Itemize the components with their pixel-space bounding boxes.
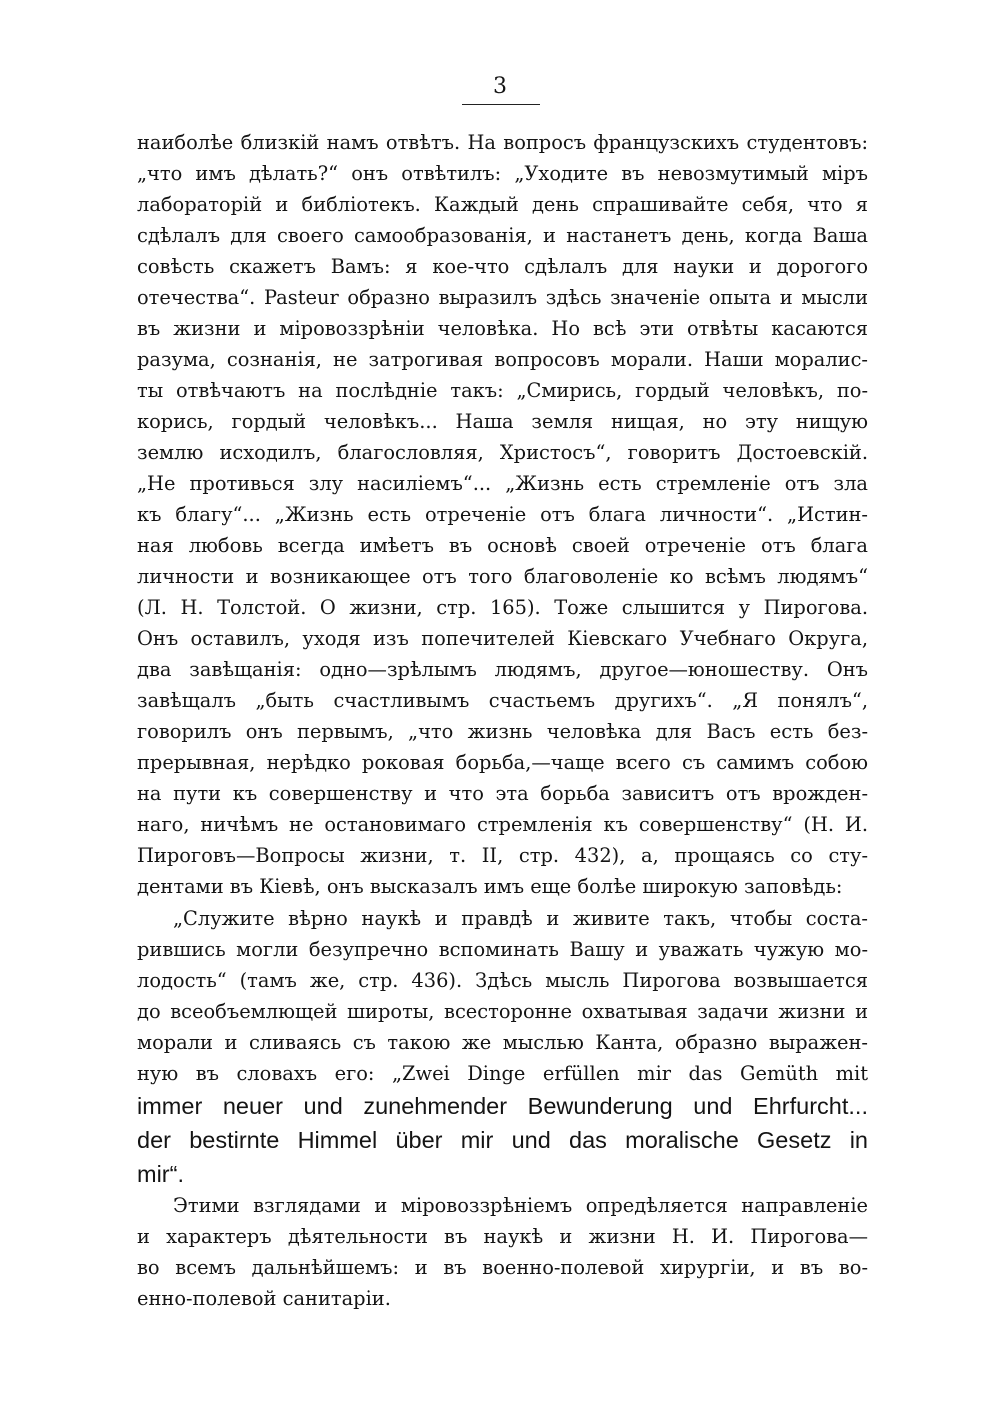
german-quote-line: mir“. — [137, 1161, 184, 1187]
paragraph-2 — [137, 903, 868, 1191]
text-line: енно-полевой санитаріи. — [137, 1287, 391, 1310]
text-line: сдѣлалъ для своего самообразованія, и настанетъ день, когда Ваша — [137, 224, 868, 247]
text-line: на пути къ совершенству и что эта борьба зависитъ отъ врожден- — [137, 782, 868, 805]
text-line: (Л. Н. Толстой. О жизни, стр. 165). Тоже слышится у Пирогова. — [137, 596, 868, 619]
paragraph-1 — [137, 127, 868, 902]
text-line: морали и сливаясь съ такою же мыслью Канта, образно выражен- — [137, 1031, 868, 1054]
text-line: во всемъ дальнѣйшемъ: и въ военно-полевой хирургіи, и въ во- — [137, 1256, 868, 1279]
text-line: Этими взглядами и міровоззрѣніемъ опредѣляется направленіе — [173, 1194, 868, 1217]
text-line: до всеобъемлющей широты, всесторонне охватывая задачи жизни и — [137, 1000, 868, 1023]
text-line: корись, гордый человѣкъ... Наша земля нищая, но эту нищую — [137, 410, 868, 433]
text-line: прерывная, нерѣдко роковая борьба,—чаще всего съ самимъ собою — [137, 751, 868, 774]
text-line: къ благу“... „Жизнь есть отреченіе отъ блага личности“. „Истин- — [137, 503, 868, 526]
page-number-rule — [462, 104, 540, 105]
text-line: землю исходилъ, благословляя, Христосъ“, говоритъ Достоевскій. — [137, 441, 868, 464]
text-line: ная любовь всегда имѣетъ въ основѣ своей отреченіе отъ блага — [137, 534, 868, 557]
page-number: 3 — [493, 74, 507, 99]
german-quote-line: der bestirnte Himmel über mir und das moralische Gesetz in — [137, 1127, 868, 1153]
text-line: „Служите вѣрно наукѣ и правдѣ и живите такъ, чтобы соста- — [173, 907, 868, 930]
text-line: совѣсть скажетъ Вамъ: я кое-что сдѣлалъ для науки и дорогого — [137, 255, 868, 278]
text-line: разума, сознанія, не затрогивая вопросовъ морали. Наши моралис- — [137, 348, 868, 371]
text-line: въ жизни и міровоззрѣніи человѣка. Но всѣ эти отвѣты касаются — [137, 317, 868, 340]
text-line: личности и возникающее отъ того благоволеніе ко всѣмъ людямъ“ — [137, 565, 868, 588]
text-line: наиболѣе близкій намъ отвѣтъ. На вопросъ французскихъ студентовъ: — [137, 131, 868, 154]
text-line: наго, ничѣмъ не остановимаго стремленія къ совершенству“ (Н. И. — [137, 813, 868, 836]
text-line: два завѣщанія: одно—зрѣлымъ людямъ, другое—юношеству. Онъ — [137, 658, 868, 681]
text-line: ты отвѣчаютъ на послѣдніе такъ: „Смирись, гордый человѣкъ, по- — [137, 379, 868, 402]
paragraph-3 — [137, 1190, 868, 1314]
text-line: „что имъ дѣлать?“ онъ отвѣтилъ: „Уходите въ невозмутимый міръ — [137, 162, 868, 185]
text-line: лодость“ (тамъ же, стр. 436). Здѣсь мысль Пирогова возвышается — [137, 969, 868, 992]
text-line: Онъ оставилъ, уходя изъ попечителей Кіевскаго Учебнаго Округа, — [137, 627, 868, 650]
text-line: дентами въ Кіевѣ, онъ высказалъ имъ еще болѣе широкую заповѣдь: — [137, 875, 843, 898]
text-line: говорилъ онъ первымъ, „что жизнь человѣка для Васъ есть без- — [137, 720, 868, 743]
text-line: лабораторій и библіотекъ. Каждый день спрашивайте себя, что я — [137, 193, 868, 216]
text-line: рившись могли безупречно вспоминать Вашу и уважать чужую мо- — [137, 938, 868, 961]
text-line: „Не противься злу насиліемъ“... „Жизнь есть стремленіе отъ зла — [137, 472, 868, 495]
text-line: Пироговъ—Вопросы жизни, т. II, стр. 432), а, прощаясь со сту- — [137, 844, 868, 867]
german-quote-line: immer neuer und zunehmender Bewunderung und Ehrfurcht... — [137, 1093, 868, 1119]
text-line: отечества“. Pasteur образно выразилъ здѣсь значеніе опыта и мысли — [137, 286, 868, 309]
text-line: и характеръ дѣятельности въ наукѣ и жизни Н. И. Пирогова— — [137, 1225, 868, 1248]
text-line: завѣщалъ „быть счастливымъ счастьемъ другихъ“. „Я понялъ“, — [137, 689, 868, 712]
text-line: ную въ словахъ его: „Zwei Dinge erfüllen mir das Gemüth mit — [137, 1062, 868, 1085]
